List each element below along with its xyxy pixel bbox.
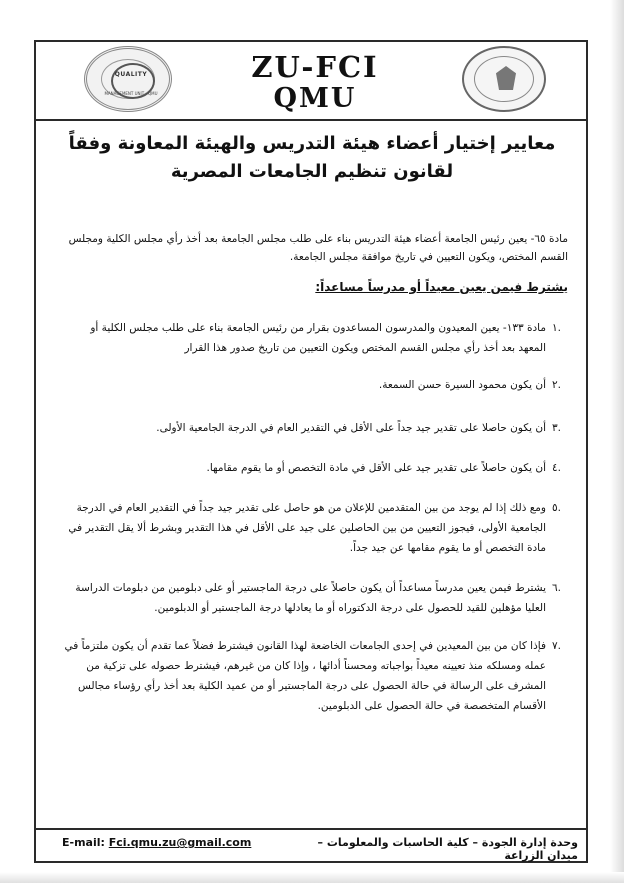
header-divider: [36, 119, 586, 121]
item-text: يشترط فيمن يعين مدرساً مساعداً أن يكون حاصلاً على درجة الماجستير أو على دبلومين من دبلومات الدراسة العليا مؤهلين للقيد للحصول على درجة الدكتوراه أو ما يعادلها درجة الماجستير أو الدبلومين.: [75, 582, 546, 614]
footer-unit-address: وحدة إدارة الجودة – كلية الحاسبات والمعلومات – ميدان الزراعة: [317, 836, 578, 862]
quality-seal-logo: [84, 46, 172, 112]
seal-label: QUALITY: [114, 71, 148, 78]
item-number: .٤: [552, 462, 561, 474]
list-item: [60, 498, 568, 558]
brand-line1: ZU-FCI: [251, 50, 379, 84]
scan-edge-bottom: [0, 872, 624, 883]
document-title: معايير إختيار أعضاء هيئة التدريس والهيئة المعاونة وفقاً لقانون تنظيم الجامعات المصرية: [68, 133, 556, 182]
item-text: أن يكون محمود السيرة حسن السمعة.: [378, 379, 546, 391]
brand-block: [200, 50, 430, 114]
item-text: فإذا كان من بين المعيدين في إحدى الجامعات الخاضعة لهذا القانون فيشترط فضلاً عما تقدم أن يكون ملتزماً في عمله ومسلكه منذ تعيينه معيداً بواجباته ومحسناً أدائها ، وإذا كان من غيرهم، فيشترط حصوله على تزكية من المشرف على الرسالة في حالة الحصول على درجة الماجستير أو من عميد الكلية بعد أخذ رأي رؤساء مجالس الأقسام المتخصصة في حالة الحصول على الدبلومين.: [64, 640, 546, 712]
list-item: [60, 318, 568, 358]
brand-line2: QMU: [273, 83, 357, 114]
item-number: .٥: [552, 502, 561, 514]
item-number: .١: [552, 322, 561, 334]
footer-divider: [36, 828, 586, 830]
item-number: .٦: [552, 582, 561, 594]
list-item: [60, 418, 568, 438]
item-text: أن يكون حاصلاً على تقدير جيد على الأقل في مادة التخصص أو ما يقوم مقامها.: [206, 462, 546, 474]
seal-sublabel: MANAGEMENT UNIT · QMU: [104, 91, 158, 96]
footer-email: [62, 836, 302, 849]
section-subheading: يشترط فيمن يعين معيداً أو مدرساً مساعداً:: [315, 280, 568, 294]
list-item: [60, 458, 568, 478]
list-item: [60, 636, 568, 716]
item-number: .٣: [552, 422, 561, 434]
faculty-seal-logo: [462, 46, 546, 112]
article-65-paragraph: مادة ٦٥- يعين رئيس الجامعة أعضاء هيئة التدريس بناء على طلب مجلس الجامعة بعد أخذ رأي مجلس الكلية ومجلس القسم المختص، ويكون التعيين في تاريخ موافقة مجلس الجامعة.: [68, 233, 568, 263]
item-number: .٢: [552, 379, 561, 391]
email-label: E-mail:: [62, 836, 105, 849]
email-link[interactable]: Fci.qmu.zu@gmail.com: [108, 836, 252, 849]
list-item: [60, 375, 568, 395]
item-text: ومع ذلك إذا لم يوجد من بين المتقدمين للإعلان من هو حاصل على تقدير جيد جداً في التقدير العام في الدرجة الجامعية الأولى، فيجوز التعيين من بين الحاصلين على جيد على الأقل في هذا التقدير وبشرط ألا يقل التقدير في مادة التخصص أو ما يقوم مقامها عن جيد جداً.: [68, 502, 546, 554]
scan-edge-right: [610, 0, 624, 883]
item-text: مادة ١٣٣- يعين المعيدون والمدرسون المساعدون بقرار من رئيس الجامعة بناء على طلب مجلس الكلية أو المعهد بعد أخذ رأي مجلس القسم المختص ويكون التعيين من تاريخ صدور هذا القرار: [90, 322, 546, 354]
item-text: أن يكون حاصلا على تقدير جيد جداً على الأقل في التقدير العام في الدرجة الجامعية الأولى.: [156, 422, 546, 434]
item-number: .٧: [552, 640, 561, 652]
list-item: [60, 578, 568, 618]
